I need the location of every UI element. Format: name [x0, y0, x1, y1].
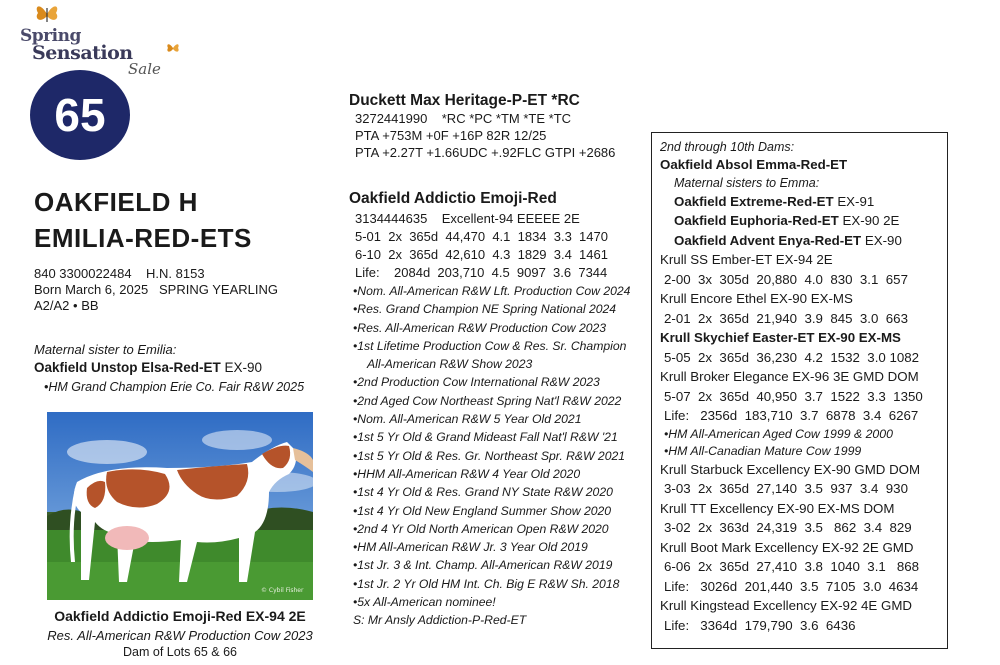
tt-record: 3-02 2x 363d 24,319 3.5 862 3.4 829	[664, 520, 912, 535]
elegance-record: 5-07 2x 365d 40,950 3.7 1522 3.3 1350	[664, 388, 923, 404]
sister-score: EX-90	[864, 232, 902, 248]
photo-caption-name	[0, 608, 360, 624]
dam-award-item: •HM All-American R&W Jr. 3 Year Old 2019	[353, 540, 588, 555]
sire-name: Duckett Max Heritage-P-ET *RC	[349, 92, 580, 109]
photo-credit: © Cybil Fisher	[261, 587, 304, 594]
cow-photo-illustration	[47, 412, 313, 600]
sister-name: Oakfield Extreme-Red-ET	[674, 193, 834, 209]
dam-award-item: •HHM All-American R&W 4 Year Old 2020	[353, 466, 581, 481]
dam-tt: Krull TT Excellency EX-90 EX-MS DOM	[660, 500, 895, 516]
genetics-line: A2/A2 • BB	[34, 298, 99, 313]
dam-kingstead: Krull Kingstead Excellency EX-92 4E GMD	[660, 598, 913, 613]
maternal-sister-label: Maternal sister to Emilia:	[34, 342, 177, 357]
dam-ethel: Krull Encore Ethel EX-90 EX-MS	[660, 291, 853, 306]
dam-award-item: •Nom. All-American R&W Lft. Production Cow 2024	[353, 284, 631, 298]
sister-score: EX-90 2E	[842, 213, 900, 228]
ethel-record: 2-01 2x 365d 21,940 3.9 845 3.0 663	[664, 310, 908, 326]
emma-sister	[660, 192, 943, 212]
starbuck-record: 3-03 2x 365d 27,140 3.5 937 3.4 930	[664, 481, 908, 496]
maternal-sister-score: EX-90	[224, 360, 263, 375]
dam-elegance: Krull Broker Elegance EX-96 3E GMD DOM	[660, 369, 919, 384]
maternal-sister-award: •HM Grand Champion Erie Co. Fair R&W 2025	[44, 380, 305, 394]
dam-sire-line: S: Mr Ansly Addiction-P-Red-ET	[353, 613, 527, 628]
dam-record-row: 6-10 2x 365d 42,610 4.3 1829 3.4 1461	[355, 247, 608, 262]
elegance-award: •HM All-Canadian Mature Cow 1999	[664, 443, 862, 458]
animal-name	[34, 184, 252, 256]
bootmark-record: 6-06 2x 365d 27,410 3.8 1040 3.1 868	[664, 559, 920, 574]
easter-record: 5-05 2x 365d 36,230 4.2 1532 3.0 1082	[664, 349, 920, 365]
photo-caption-award: Res. All-American R&W Production Cow 2023	[47, 628, 313, 643]
dam-award-item: •2nd Production Cow International R&W 2023	[353, 375, 600, 390]
elegance-lifetime: Life: 2356d 183,710 3.7 6878 3.4 6267	[664, 408, 919, 423]
dam-award-item: •2nd 4 Yr Old North American Open R&W 2020	[353, 521, 609, 536]
dams-box-header: 2nd through 10th Dams:	[660, 140, 795, 154]
dam-award-item: •1st 5 Yr Old & Res. Gr. Northeast Spr. R&W 2021	[353, 448, 626, 463]
photo-caption-note: Dam of Lots 65 & 66	[123, 645, 237, 659]
maternal-sister-name	[34, 360, 262, 375]
dam-award-item: All-American R&W Show 2023	[367, 357, 533, 372]
dam-id-line: 3134444635 Excellent-94 EEEEE 2E	[355, 211, 580, 226]
emma-maternal-label: Maternal sisters to Emma:	[674, 175, 820, 190]
dam-award-item: •2nd Aged Cow Northeast Spring Nat'l R&W 2022	[353, 393, 622, 408]
dam-award-item: •1st Jr. 3 & Int. Champ. All-American R&W 2019	[353, 558, 613, 573]
dam-award-item: •Nom. All-American R&W 5 Year Old 2021	[353, 412, 582, 427]
sire-pta-2: PTA +2.27T +1.66UDC +.92FLC GTPI +2686	[355, 145, 616, 160]
small-butterfly-icon	[166, 42, 180, 54]
dam-starbuck: Krull Starbuck Excellency EX-90 GMD DOM	[660, 461, 921, 477]
sire-id-line: 3272441990 *RC *PC *TM *TE *TC	[355, 111, 572, 126]
dam-emma-name: Oakfield Absol Emma-Red-ET	[660, 157, 848, 172]
logo-word-sale: Sale	[128, 60, 161, 78]
cow-photo	[47, 412, 313, 600]
dam-award-item: •1st 4 Yr Old & Res. Grand NY State R&W 2020	[353, 485, 613, 500]
sire-section	[349, 92, 615, 161]
animal-name-line1: OAKFIELD H	[34, 187, 198, 217]
emma-sister	[660, 231, 943, 251]
dam-name: Oakfield Addictio Emoji-Red	[349, 190, 557, 207]
maternal-sister-name-text: Oakfield Unstop Elsa-Red-ET	[34, 360, 221, 375]
elegance-award: •HM All-American Aged Cow 1999 & 2000	[664, 426, 893, 441]
dam-award-item: •1st 5 Yr Old & Grand Mideast Fall Nat'l R&W '21	[353, 430, 618, 445]
emma-sister	[660, 211, 943, 231]
logo-word-spring: Spring	[20, 26, 81, 46]
registration-line: 840 3300022484 H.N. 8153	[34, 266, 205, 281]
dam-record-row: Life: 2084d 203,710 4.5 9097 3.6 7344	[355, 265, 608, 280]
animal-name-line2: EMILIA-RED-ETS	[34, 223, 252, 253]
dam-award-item: •5x All-American nominee!	[353, 595, 496, 610]
dam-easter: Krull Skychief Easter-ET EX-90 EX-MS	[660, 330, 901, 345]
sister-name: Oakfield Euphoria-Red-ET	[674, 213, 839, 228]
dam-award-item: •Res. Grand Champion NE Spring National 2024	[353, 302, 617, 317]
dam-award-item: •1st 4 Yr Old New England Summer Show 2020	[353, 503, 612, 518]
caption-name-text: Oakfield Addictio Emoji-Red	[54, 608, 242, 624]
lot-number-badge: 65	[30, 70, 130, 160]
sister-name: Oakfield Advent Enya-Red-ET	[674, 232, 862, 248]
logo-word-sensation: Sensation	[32, 42, 133, 64]
dam-bootmark: Krull Boot Mark Excellency EX-92 2E GMD	[660, 539, 914, 555]
ember-record: 2-00 3x 305d 20,880 4.0 830 3.1 657	[664, 271, 908, 287]
dam-record-row: 5-01 2x 365d 44,470 4.1 1834 3.3 1470	[355, 229, 608, 244]
dam-award-item: •1st Lifetime Production Cow & Res. Sr. Champion	[353, 338, 627, 353]
bootmark-lifetime: Life: 3026d 201,440 3.5 7105 3.0 4634	[664, 578, 919, 594]
dam-award-item: •1st Jr. 2 Yr Old HM Int. Ch. Big E R&W Sh. 2018	[353, 576, 620, 591]
dam-awards-list	[349, 282, 630, 630]
butterfly-icon	[34, 2, 60, 26]
sister-score: EX-91	[837, 193, 875, 209]
sale-logo	[18, 2, 188, 80]
kingstead-lifetime: Life: 3364d 179,790 3.6 6436	[664, 617, 856, 633]
born-line: Born March 6, 2025 SPRING YEARLING	[34, 282, 278, 297]
dam-section	[349, 190, 630, 630]
animal-details	[34, 266, 278, 314]
caption-score: EX-94 2E	[245, 608, 306, 624]
dam-award-item: •Res. All-American R&W Production Cow 2023	[353, 320, 607, 335]
dam-ember: Krull SS Ember-ET EX-94 2E	[660, 252, 833, 267]
sire-pta-1: PTA +753M +0F +16P 82R 12/25	[355, 128, 547, 143]
pedigree-dams-box	[651, 132, 948, 649]
